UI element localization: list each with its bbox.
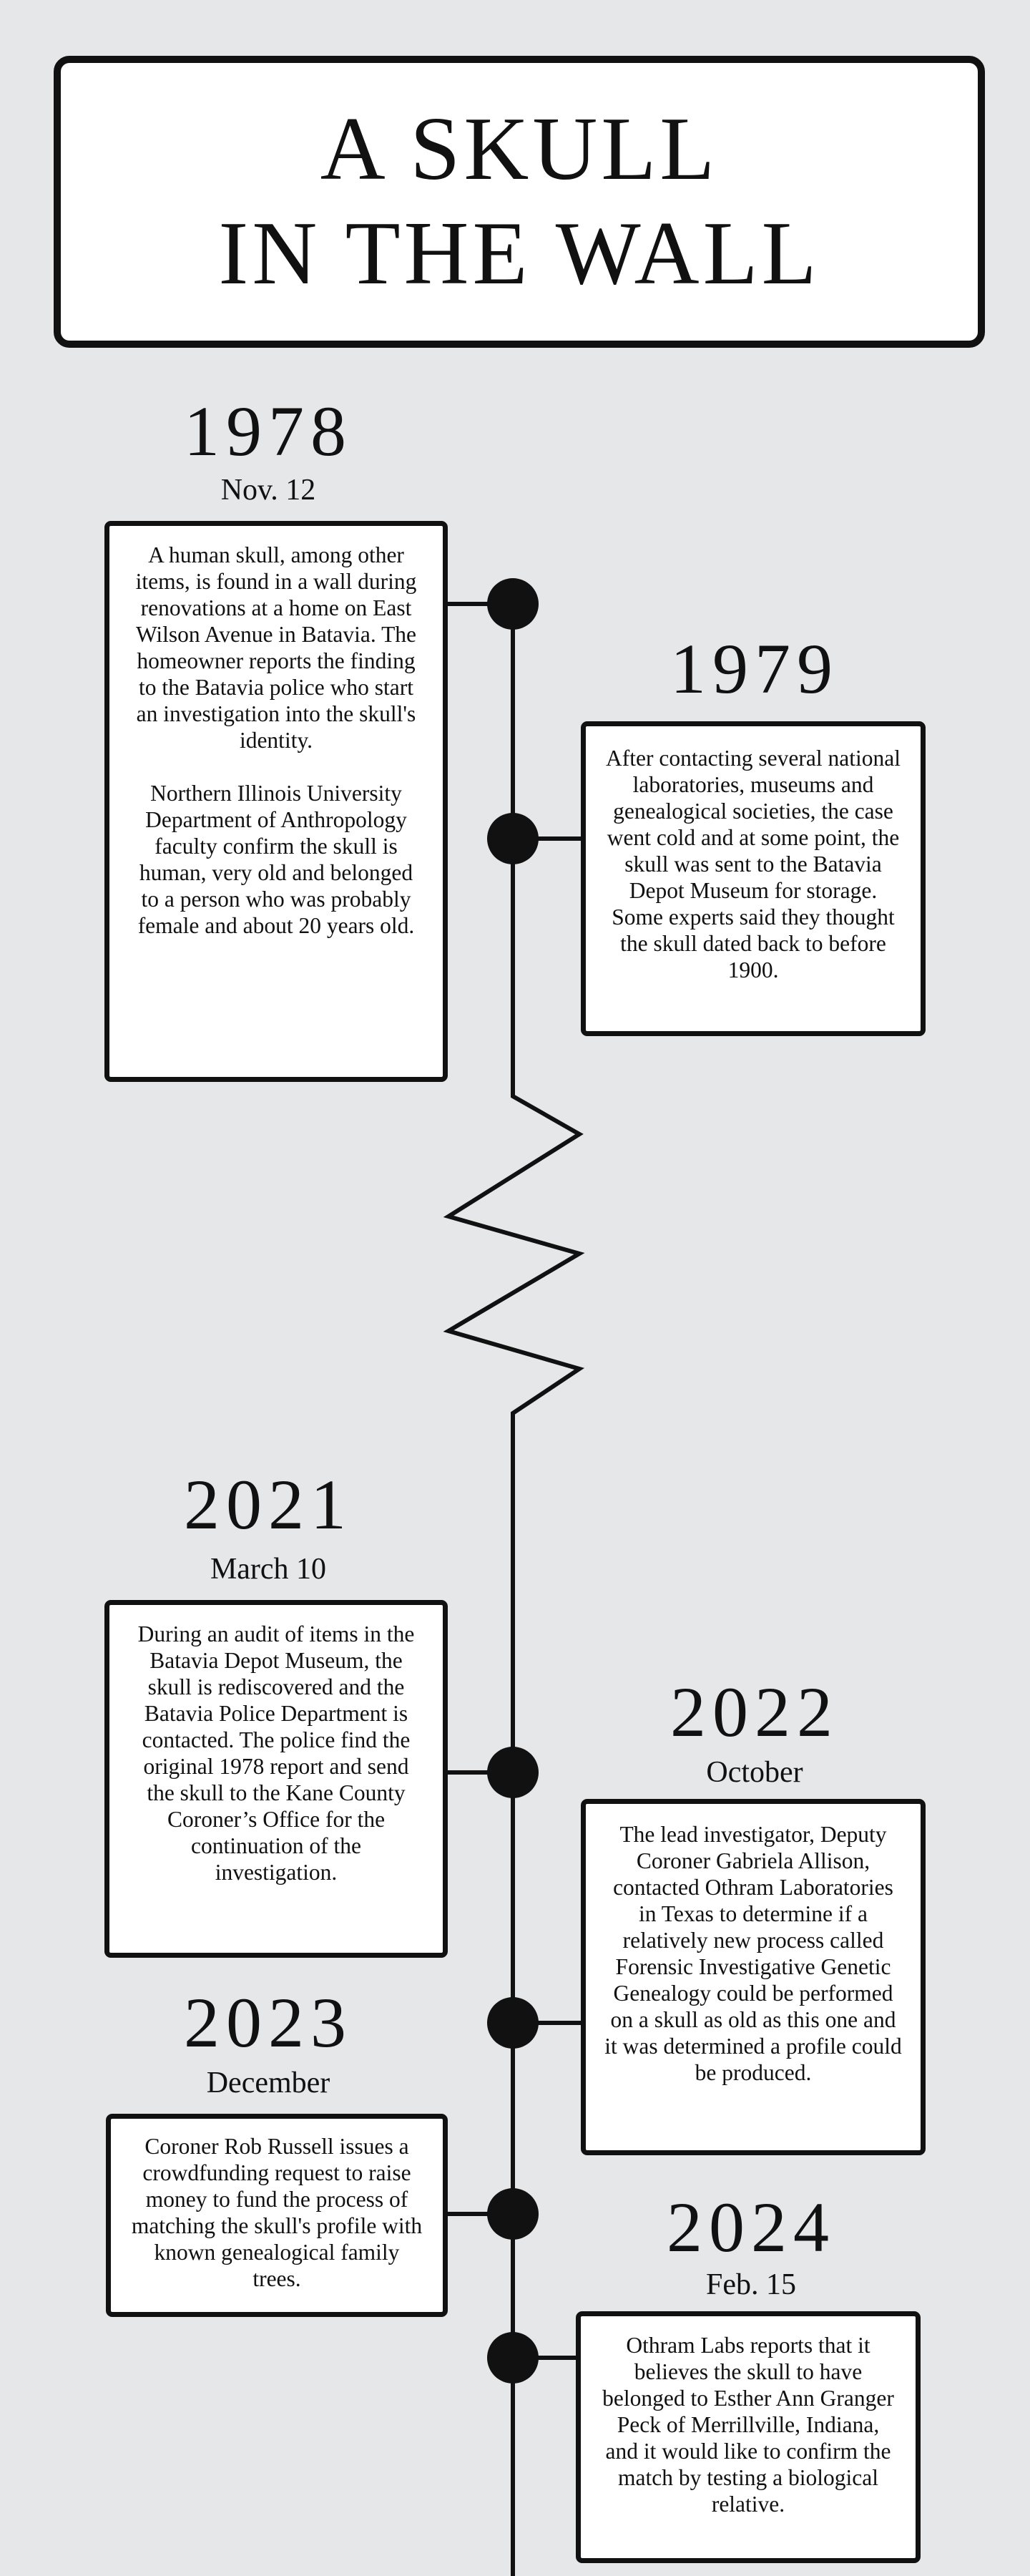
event-card-2022 [581, 1799, 926, 2155]
event-text-2023: Coroner Rob Russell issues a crowdfunding request to raise money to fund the process of matching the skull's profile with known genealogical family trees. [131, 2134, 423, 2291]
timeline-dot-2024 [487, 2332, 539, 2384]
connector-2021 [448, 1770, 491, 1775]
event-card-1979 [581, 721, 926, 1036]
year-2024: 2024 [667, 2187, 835, 2267]
title-line-2: IN THE WALL [218, 204, 820, 303]
timeline-dot-2021 [487, 1747, 539, 1798]
event-text-2024: Othram Labs reports that it believes the skull to have belonged to Esther Ann Granger Peck of Merrillville, Indiana, and it would like to confirm the match by testing a biological relative. [602, 2333, 894, 2517]
timeline-dot-1978 [487, 578, 539, 630]
timeline-dot-1979 [487, 813, 539, 864]
timeline-dot-2022 [487, 1997, 539, 2049]
event-text-2022: The lead investigator, Deputy Coroner Gabriela Allison, contacted Othram Laboratories in Texas to determine if a relatively new process called Forensic Investigative Genetic Genealogy could be performed on a skull as old as this one and it was determined a profile could be produced. [604, 1822, 902, 2085]
year-1978: 1978 [184, 391, 353, 471]
year-2023: 2023 [184, 1983, 353, 2062]
event-card-1978 [104, 521, 448, 1082]
year-2022: 2022 [670, 1672, 839, 1752]
connector-2023 [448, 2212, 491, 2216]
year-1979: 1979 [670, 629, 839, 708]
connector-1978 [448, 602, 491, 606]
connector-1979 [538, 836, 582, 841]
timeline-dot-2023 [487, 2188, 539, 2240]
date-2022: October [706, 1756, 803, 1789]
date-1978: Nov. 12 [220, 474, 316, 507]
date-2021: March 10 [210, 1553, 327, 1586]
connector-2024 [538, 2356, 577, 2360]
event-card-2021 [104, 1600, 448, 1958]
year-2021: 2021 [184, 1465, 353, 1544]
event-text-2021: During an audit of items in the Batavia Depot Museum, the skull is rediscovered and the Batavia Police Department is contacted. The police find the original 1978 report and send the skull to the Kane County Coroner’s Office for the continuation of the investigation. [137, 1621, 415, 1885]
event-card-2024 [576, 2311, 921, 2563]
date-2023: December [206, 2067, 330, 2099]
event-text-1978-b: Northern Illinois University Department of Anthropology faculty confirm the skull is human, very old and belonged to a person who was probably female and about 20 years old. [137, 781, 415, 938]
event-text-1979: After contacting several national laboratories, museums and genealogical societies, the case went cold and at some point, the skull was sent to the Batavia Depot Museum for storage. Some experts said they thought the skull dated back to before 1900. [606, 746, 901, 982]
event-card-2023 [106, 2114, 448, 2317]
connector-2022 [538, 2021, 582, 2025]
title-line-1: A SKULL [320, 99, 719, 199]
date-2024: Feb. 15 [706, 2268, 796, 2301]
event-text-1978-a: A human skull, among other items, is found in a wall during renovations at a home on East Wilson Avenue in Batavia. The homeowner reports the finding to the Batavia police who start an investigation into the skull's identity. [135, 542, 417, 753]
